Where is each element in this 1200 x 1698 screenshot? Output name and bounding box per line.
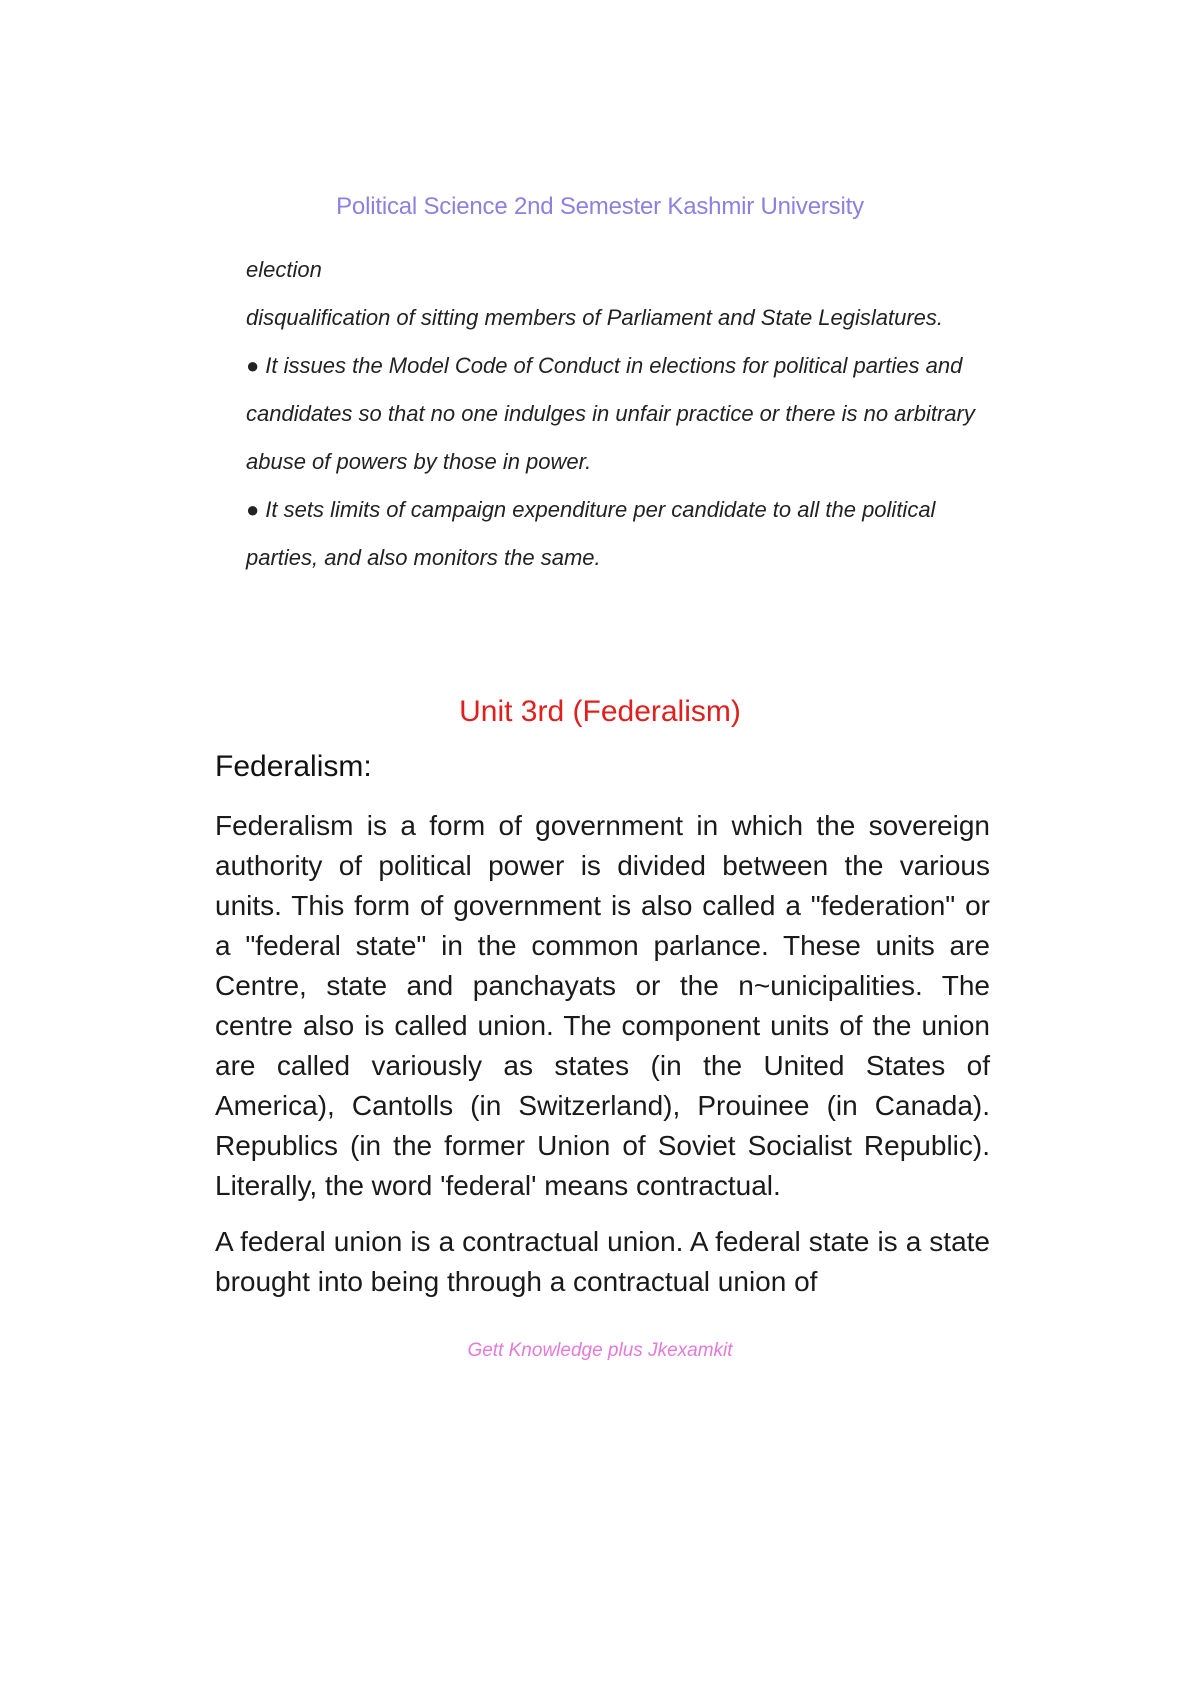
unit-heading: Unit 3rd (Federalism) xyxy=(459,695,741,728)
intro-line: candidates so that no one indulges in unfair practice or there is no arbitrary xyxy=(246,401,975,426)
intro-section xyxy=(246,254,991,590)
intro-line: parties, and also monitors the same. xyxy=(246,545,601,570)
page-footer-watermark: Gett Knowledge plus Jkexamkit xyxy=(467,1340,733,1361)
intro-bullet-item xyxy=(246,494,991,525)
intro-line: disqualification of sitting members of Parliament and State Legislatures. xyxy=(246,305,944,330)
bullet-icon: ● xyxy=(246,497,260,522)
section-heading: Federalism: xyxy=(215,750,372,783)
bullet-icon: ● xyxy=(246,353,260,378)
intro-line: election xyxy=(246,257,322,282)
intro-line: It issues the Model Code of Conduct in elections for political parties and xyxy=(265,353,963,378)
intro-line: It sets limits of campaign expenditure per candidate to all the political xyxy=(265,497,936,522)
intro-line: abuse of powers by those in power. xyxy=(246,449,592,474)
intro-bullet-item xyxy=(246,350,991,381)
page-header-title: Political Science 2nd Semester Kashmir University xyxy=(336,193,864,220)
body-paragraph: Federalism is a form of government in which the sovereign authority of political power is divided between the various units. This form of government is also called a "federation" or a "federal state" in the common parlance. These units are Centre, state and panchayats or the n~unicipalities. The centre also is called union. The component units of the union are called variously as states (in the United States of America), Cantolls (in Switzerland), Prouinee (in Canada). Republics (in the former Union of Soviet Socialist Republic). Literally, the word 'federal' means contractual. xyxy=(215,810,990,1201)
body-paragraph: A federal union is a contractual union. A federal state is a state brought into being through a contractual union of xyxy=(215,1226,990,1297)
